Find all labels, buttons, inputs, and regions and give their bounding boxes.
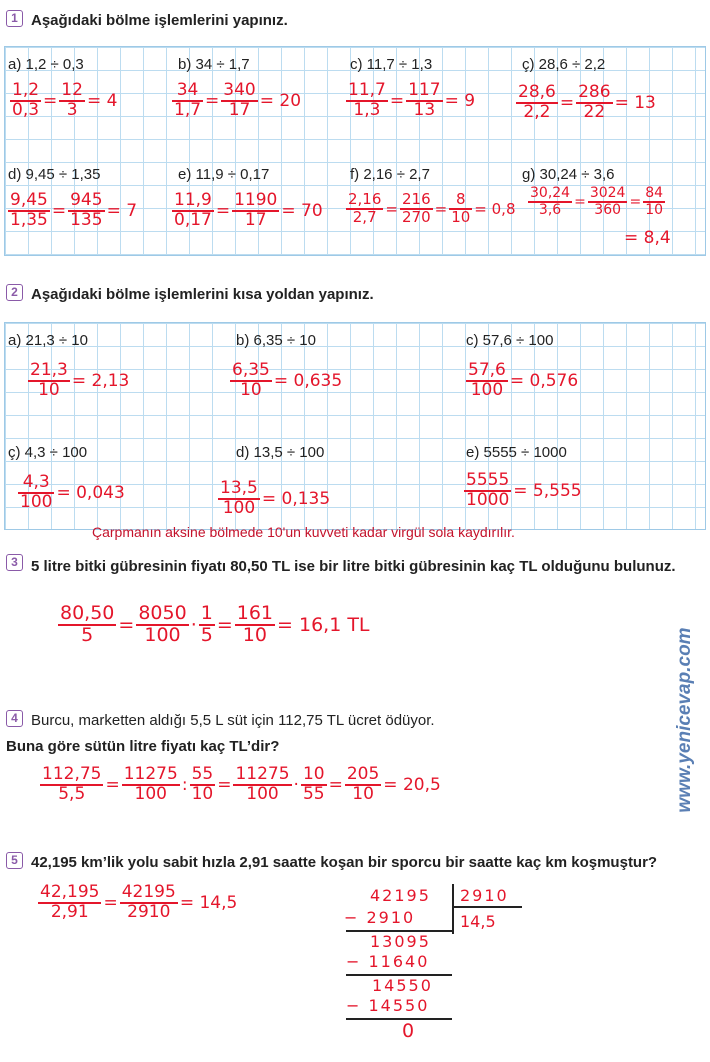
denominator: 5 bbox=[200, 623, 213, 646]
numerator: 205 bbox=[346, 764, 380, 784]
numerator: 42195 bbox=[121, 882, 176, 902]
q5-solution bbox=[38, 884, 239, 922]
denominator: 100 bbox=[144, 623, 181, 646]
operator: = bbox=[51, 200, 67, 221]
fraction bbox=[235, 604, 275, 646]
denominator: 2910 bbox=[127, 901, 171, 922]
denominator: 135 bbox=[70, 209, 103, 230]
q2-item-b-label: b) 6,35 ÷ 10 bbox=[236, 332, 316, 349]
numerator: 11275 bbox=[235, 764, 290, 784]
division-quotient: 14,5 bbox=[460, 912, 496, 931]
numerator: 945 bbox=[70, 190, 103, 210]
q2-item-cc-solution bbox=[18, 474, 127, 512]
division-divisor: 2910 bbox=[460, 886, 509, 905]
denominator: 100 bbox=[222, 497, 256, 518]
question-3-title: 5 litre bitki gübresinin fiyatı 80,50 TL ise bir litre bitki gübresinin kaç TL olduğunu bulunuz. bbox=[31, 558, 676, 575]
fraction bbox=[516, 84, 558, 122]
denominator: 10 bbox=[451, 207, 471, 226]
q1-item-b-label: b) 34 ÷ 1,7 bbox=[178, 56, 250, 73]
q4-solution bbox=[40, 766, 443, 804]
question-4-number: 4 bbox=[6, 710, 23, 727]
denominator: 10 bbox=[38, 379, 60, 400]
q1-item-a-label: a) 1,2 ÷ 0,3 bbox=[8, 56, 84, 73]
operator: = 16,1 TL bbox=[277, 613, 370, 636]
fraction bbox=[346, 192, 383, 226]
question-2-title: Aşağıdaki bölme işlemlerini kısa yoldan yapınız. bbox=[31, 286, 374, 303]
operator: = bbox=[629, 193, 642, 210]
denominator: 100 bbox=[20, 491, 53, 512]
operator: = bbox=[216, 613, 233, 636]
numerator: 21,3 bbox=[30, 360, 68, 380]
fraction bbox=[400, 192, 433, 226]
operator: = 4 bbox=[86, 90, 118, 111]
question-5-title: 42,195 km’lik yolu sabit hızla 2,91 saatte koşan bir sporcu bir saatte kaç km koşmuştur? bbox=[31, 854, 658, 871]
numerator: 1190 bbox=[234, 190, 278, 210]
operator: = bbox=[205, 90, 220, 111]
division-step-6: 0 bbox=[402, 1020, 415, 1042]
operator: = 5,555 bbox=[513, 480, 582, 501]
numerator: 8050 bbox=[138, 602, 187, 624]
question-1-number: 1 bbox=[6, 10, 23, 27]
operator: = 70 bbox=[281, 200, 323, 221]
denominator: 10 bbox=[240, 379, 262, 400]
division-step-5: − 14550 bbox=[346, 996, 430, 1015]
numerator: 117 bbox=[408, 80, 441, 100]
fraction bbox=[172, 82, 203, 120]
fraction bbox=[58, 604, 116, 646]
numerator: 286 bbox=[578, 82, 611, 102]
q1-item-f-solution bbox=[346, 192, 518, 226]
numerator: 3024 bbox=[589, 185, 626, 201]
operator: = 0,576 bbox=[509, 370, 579, 391]
q1-item-g-solution bbox=[528, 186, 665, 217]
operator: = 20 bbox=[259, 90, 302, 111]
denominator: 22 bbox=[583, 101, 606, 122]
denominator: 100 bbox=[470, 379, 504, 400]
numerator: 112,75 bbox=[42, 764, 102, 784]
fraction bbox=[120, 884, 178, 922]
fraction bbox=[466, 362, 508, 400]
division-step-3: − 11640 bbox=[346, 952, 430, 971]
denominator: 270 bbox=[401, 207, 431, 226]
operator: = 0,043 bbox=[56, 482, 125, 503]
denominator: 1,3 bbox=[353, 99, 381, 120]
fraction bbox=[199, 604, 215, 646]
operator: = bbox=[574, 193, 586, 210]
fraction bbox=[230, 362, 272, 400]
division-step-2: 13095 bbox=[370, 932, 431, 951]
operator: = bbox=[43, 90, 58, 111]
fraction bbox=[406, 82, 442, 120]
fraction bbox=[172, 192, 214, 230]
denominator: 0,17 bbox=[174, 209, 212, 230]
fraction bbox=[190, 766, 216, 804]
fraction bbox=[122, 766, 180, 804]
q2-item-d-label: d) 13,5 ÷ 100 bbox=[236, 444, 325, 461]
fraction bbox=[40, 766, 103, 804]
q2-item-d-solution bbox=[218, 480, 332, 518]
denominator: 3,6 bbox=[538, 201, 562, 218]
question-5-number: 5 bbox=[6, 852, 23, 869]
division-step-4: 14550 bbox=[372, 976, 433, 995]
numerator: 84 bbox=[645, 185, 664, 201]
q2-rule-note: Çarpmanın aksine bölmede 10'un kuvveti kadar virgül sola kaydırılır. bbox=[92, 524, 515, 540]
division-step-1: − 2910 bbox=[344, 908, 416, 927]
fraction bbox=[346, 82, 388, 120]
operator: = bbox=[559, 92, 575, 113]
numerator: 4,3 bbox=[18, 474, 54, 494]
operator: = 0,8 bbox=[474, 199, 516, 218]
denominator: 17 bbox=[244, 209, 267, 230]
denominator: 10 bbox=[352, 783, 374, 804]
fraction bbox=[643, 186, 665, 217]
denominator: 10 bbox=[242, 623, 267, 646]
q2-item-b-solution bbox=[230, 362, 344, 400]
fraction bbox=[68, 192, 104, 230]
numerator: 8 bbox=[449, 192, 472, 210]
numerator: 1 bbox=[200, 602, 213, 624]
operator: = bbox=[434, 199, 448, 218]
denominator: 55 bbox=[302, 783, 325, 804]
fraction bbox=[345, 766, 381, 804]
numerator: 161 bbox=[236, 602, 274, 624]
denominator: 100 bbox=[134, 783, 167, 804]
division-rule-3 bbox=[346, 1018, 452, 1020]
watermark-text: www.yenicevap.com bbox=[674, 627, 695, 813]
fraction bbox=[28, 362, 70, 400]
fraction bbox=[10, 82, 41, 120]
fraction bbox=[221, 82, 257, 120]
denominator: 10 bbox=[645, 201, 664, 218]
fraction bbox=[8, 192, 50, 230]
q1-item-g-label: g) 30,24 ÷ 3,6 bbox=[522, 166, 615, 183]
division-vertical-bar bbox=[452, 884, 454, 934]
denominator: 10 bbox=[191, 783, 214, 804]
q1-item-c-solution bbox=[346, 82, 477, 120]
division-dividend: 42195 bbox=[370, 886, 431, 905]
q1-item-a-solution bbox=[10, 82, 119, 120]
numerator: 80,50 bbox=[60, 602, 115, 624]
numerator: 2,16 bbox=[348, 190, 382, 208]
denominator: 2,91 bbox=[50, 901, 89, 922]
numerator: 57,6 bbox=[468, 360, 506, 380]
fraction bbox=[449, 192, 472, 226]
q1-item-cc-solution bbox=[516, 84, 658, 122]
denominator: 1,35 bbox=[10, 209, 48, 230]
fraction bbox=[233, 766, 291, 804]
denominator: 1000 bbox=[466, 489, 510, 510]
q1-item-g-extra: = 8,4 bbox=[624, 228, 671, 248]
operator: = 0,135 bbox=[261, 488, 331, 509]
question-3-number: 3 bbox=[6, 554, 23, 571]
operator: = bbox=[215, 200, 231, 221]
fraction bbox=[18, 474, 54, 512]
fraction bbox=[136, 604, 188, 646]
fraction bbox=[464, 472, 511, 510]
division-divisor-underline bbox=[452, 906, 522, 908]
operator: = 20,5 bbox=[383, 774, 441, 795]
q2-item-c-solution bbox=[466, 362, 580, 400]
denominator: 5,5 bbox=[58, 783, 86, 804]
denominator: 1,7 bbox=[174, 99, 202, 120]
numerator: 10 bbox=[302, 764, 325, 784]
numerator: 28,6 bbox=[518, 82, 556, 102]
operator: = bbox=[103, 892, 118, 913]
operator: = 0,635 bbox=[273, 370, 343, 391]
q2-item-e-solution bbox=[464, 472, 584, 510]
denominator: 100 bbox=[246, 783, 279, 804]
q2-item-a-label: a) 21,3 ÷ 10 bbox=[8, 332, 88, 349]
numerator: 13,5 bbox=[220, 478, 258, 498]
fraction bbox=[38, 884, 101, 922]
denominator: 13 bbox=[413, 99, 436, 120]
operator: · bbox=[190, 613, 197, 636]
denominator: 360 bbox=[594, 201, 622, 218]
numerator: 1,2 bbox=[12, 80, 40, 100]
question-2-number: 2 bbox=[6, 284, 23, 301]
numerator: 340 bbox=[223, 80, 256, 100]
numerator: 6,35 bbox=[232, 360, 270, 380]
denominator: 17 bbox=[228, 99, 251, 120]
operator: = bbox=[217, 774, 232, 795]
denominator: 2,7 bbox=[352, 207, 377, 226]
denominator: 2,2 bbox=[523, 101, 551, 122]
question-4-line-2: Buna göre sütün litre fiyatı kaç TL’dir? bbox=[6, 738, 280, 755]
fraction bbox=[59, 82, 85, 120]
operator: = 9 bbox=[444, 90, 476, 111]
q1-item-c-label: c) 11,7 ÷ 1,3 bbox=[350, 56, 433, 73]
q2-item-cc-label: ç) 4,3 ÷ 100 bbox=[8, 444, 88, 461]
fraction bbox=[588, 186, 628, 217]
fraction bbox=[528, 186, 572, 217]
numerator: 216 bbox=[401, 190, 431, 208]
fraction bbox=[301, 766, 327, 804]
operator: = bbox=[389, 90, 405, 111]
denominator: 3 bbox=[66, 99, 78, 120]
numerator: 11,9 bbox=[174, 190, 212, 210]
q1-item-e-label: e) 11,9 ÷ 0,17 bbox=[178, 166, 270, 183]
numerator: 11,7 bbox=[348, 80, 386, 100]
q1-item-b-solution bbox=[172, 82, 303, 120]
numerator: 5555 bbox=[466, 470, 510, 490]
numerator: 34 bbox=[172, 82, 203, 102]
question-1-title: Aşağıdaki bölme işlemlerini yapınız. bbox=[31, 12, 288, 29]
numerator: 11275 bbox=[123, 764, 178, 784]
q1-item-d-label: d) 9,45 ÷ 1,35 bbox=[8, 166, 101, 183]
q1-item-d-solution bbox=[8, 192, 139, 230]
watermark bbox=[660, 600, 710, 840]
operator: = 14,5 bbox=[179, 892, 238, 913]
operator: = bbox=[118, 613, 135, 636]
q1-item-cc-label: ç) 28,6 ÷ 2,2 bbox=[522, 56, 606, 73]
denominator: 0,3 bbox=[12, 99, 40, 120]
operator: = bbox=[105, 774, 120, 795]
q3-solution bbox=[58, 604, 372, 646]
operator: = bbox=[385, 199, 398, 218]
operator: : bbox=[181, 774, 188, 795]
numerator: 55 bbox=[191, 764, 214, 784]
numerator: 9,45 bbox=[10, 190, 48, 210]
fraction bbox=[232, 192, 279, 230]
q1-item-e-solution bbox=[172, 192, 325, 230]
fraction bbox=[218, 480, 260, 518]
q1-item-f-label: f) 2,16 ÷ 2,7 bbox=[350, 166, 430, 183]
q2-item-a-solution bbox=[28, 362, 131, 400]
operator: = 2,13 bbox=[71, 370, 130, 391]
q2-item-c-label: c) 57,6 ÷ 100 bbox=[466, 332, 554, 349]
fraction bbox=[576, 84, 612, 122]
numerator: 12 bbox=[61, 80, 83, 100]
numerator: 30,24 bbox=[530, 185, 571, 201]
operator: = 7 bbox=[106, 200, 138, 221]
q2-item-e-label: e) 5555 ÷ 1000 bbox=[466, 444, 567, 461]
operator: = 13 bbox=[614, 92, 656, 113]
operator: · bbox=[293, 774, 299, 795]
operator: = bbox=[328, 774, 343, 795]
question-4-line-1: Burcu, marketten aldığı 5,5 L süt için 112,75 TL ücret ödüyor. bbox=[31, 712, 435, 729]
numerator: 42,195 bbox=[40, 882, 100, 902]
denominator: 5 bbox=[81, 623, 94, 646]
